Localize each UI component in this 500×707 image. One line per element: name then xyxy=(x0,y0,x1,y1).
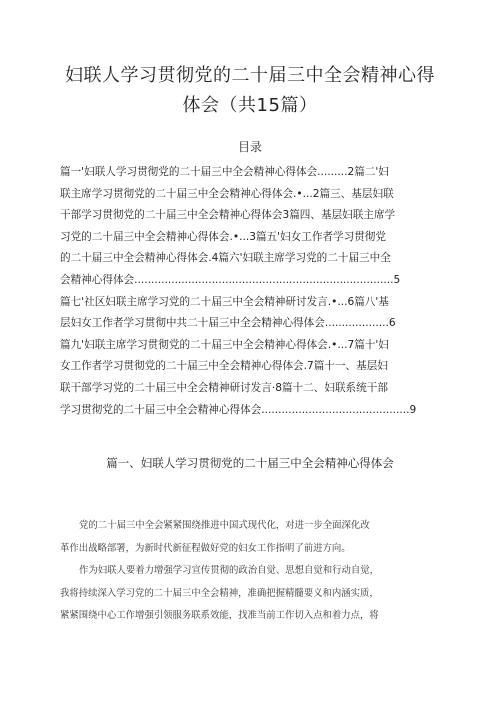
toc-line[interactable]: 会精神心得体会.............................................................................5 xyxy=(60,273,401,286)
toc-line[interactable]: 联主席学习贯彻党的二十届三中全会精神心得体会.•...2篇三、基层妇联 xyxy=(60,187,394,200)
body-text xyxy=(60,515,450,628)
section-heading: 篇一、妇联人学习贯彻党的二十届三中全会精神心得体会 xyxy=(106,456,394,470)
toc-line[interactable]: 习党的二十届三中全会精神心得体会.•...3篇五'妇女工作者学习贯彻党 xyxy=(60,230,386,243)
table-of-contents xyxy=(60,162,443,421)
toc-line[interactable]: 篇七'社区妇联主席学习党的二十届三中全会精神研讨发言.•...6篇八'基 xyxy=(60,295,389,308)
document-title-line-1: 妇联人学习贯彻党的二十届三中全会精神心得 xyxy=(65,65,435,86)
toc-line[interactable]: 学习贯彻党的二十届三中全会精神心得体会............................................9 xyxy=(60,403,417,416)
toc-line[interactable]: 女工作者学习贯彻党的二十届三中全会精神心得体会.7篇十一、基层妇 xyxy=(60,360,388,373)
body-line: 作为妇联人要着力增强学习宣传贯彻的政治自觉、思想自觉和行动自觉， xyxy=(79,565,380,576)
toc-line[interactable]: 篇一'妇联人学习贯彻党的二十届三中全会精神心得体会.........2篇二'妇 xyxy=(60,166,389,178)
body-line: 我将持续深入学习党的二十届三中全会精神，准确把握精髓要义和内涵实质， xyxy=(60,587,379,599)
body-line: 革作出战略部署，为新时代新征程做好党的妇女工作指明了前进方向。 xyxy=(60,542,351,554)
toc-heading: 目录 xyxy=(237,140,262,154)
body-line: 党的二十届三中全会紧紧围绕推进中国式现代化，对进一步全面深化改 xyxy=(79,520,370,531)
body-line: 紧紧围绕中心工作增强引领服务联系效能，找准当前工作切入点和着力点，将 xyxy=(60,610,379,621)
toc-line[interactable]: 干部学习贯彻党的二十届三中全会精神心得体会3篇四、基层妇联主席学 xyxy=(60,209,396,222)
document-title-line-2: 体会（共15篇） xyxy=(182,95,318,116)
toc-line[interactable]: 的二十届三中全会精神心得体会.4篇六'妇联主席学习党的二十届三中全 xyxy=(60,252,391,265)
toc-line[interactable]: 层妇女工作者学习贯彻中共二十届三中全会精神心得体会...................6 xyxy=(60,317,396,330)
toc-line[interactable]: 联干部学习党的二十届三中全会精神研讨发言·8篇十二、妇联系统干部 xyxy=(60,381,388,394)
toc-line[interactable]: 篇九'妇联主席学习贯彻党的二十届三中全会精神心得体会.•...7篇十'妇 xyxy=(60,338,389,351)
